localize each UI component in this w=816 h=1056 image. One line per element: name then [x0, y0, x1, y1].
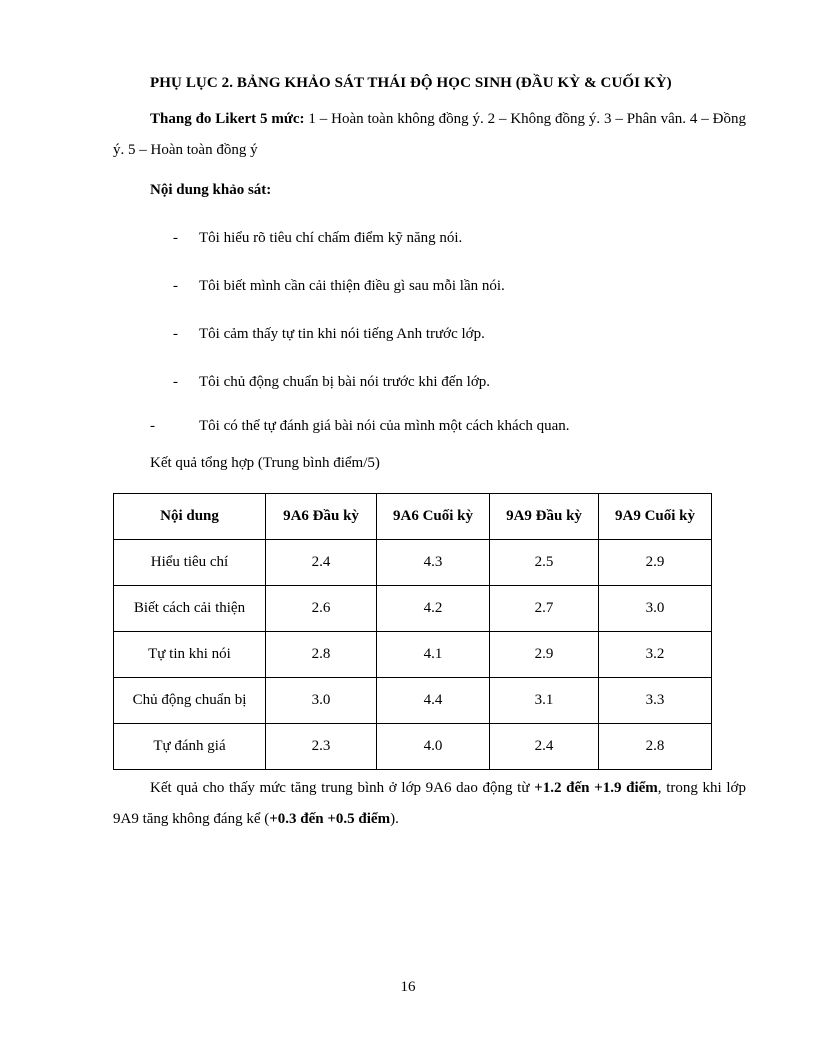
table-cell: Hiểu tiêu chí [114, 540, 266, 586]
bullet-dash: - [150, 418, 155, 434]
bullet-dash: - [173, 374, 178, 390]
table-row [114, 632, 712, 678]
bullet-dash: - [173, 230, 178, 246]
page-number: 16 [400, 979, 416, 995]
table-cell: 3.2 [599, 632, 712, 678]
header-cell: 9A6 Đầu kỳ [266, 494, 377, 540]
table-cell: 3.0 [266, 678, 377, 724]
table-cell: 4.2 [377, 586, 490, 632]
likert-scale-paragraph [113, 104, 746, 166]
table-cell: 3.3 [599, 678, 712, 724]
table-cell: 2.7 [490, 586, 599, 632]
survey-item-text: Tôi biết mình cần cải thiện điều gì sau mỗi lần nói. [199, 278, 505, 294]
survey-item [173, 278, 505, 295]
table-cell: 2.6 [266, 586, 377, 632]
appendix-title: PHỤ LỤC 2. BẢNG KHẢO SÁT THÁI ĐỘ HỌC SINH (ĐẦU KỲ & CUỐI KỲ) [150, 75, 672, 91]
table-cell: 4.3 [377, 540, 490, 586]
survey-item-text: Tôi có thể tự đánh giá bài nói của mình một cách khách quan. [199, 418, 570, 434]
survey-item [173, 230, 462, 247]
result-paragraph [113, 773, 746, 835]
table-cell: Tự đánh giá [114, 724, 266, 770]
table-header-row [114, 494, 712, 540]
table-row [114, 586, 712, 632]
bullet-dash: - [173, 326, 178, 342]
table-cell: 4.4 [377, 678, 490, 724]
header-cell: 9A9 Đầu kỳ [490, 494, 599, 540]
table-cell: 2.5 [490, 540, 599, 586]
table-row [114, 540, 712, 586]
table-cell: 4.0 [377, 724, 490, 770]
header-cell: Nội dung [114, 494, 266, 540]
survey-content-heading: Nội dung khảo sát: [150, 182, 272, 198]
result-text: , trong khi lớp 9A9 tăng không đáng kể ( [113, 780, 746, 827]
table-cell: 3.1 [490, 678, 599, 724]
table-row [114, 678, 712, 724]
survey-item [150, 418, 570, 435]
table-cell: 2.9 [599, 540, 712, 586]
survey-item-text: Tôi cảm thấy tự tin khi nói tiếng Anh trước lớp. [199, 326, 485, 342]
survey-item-text: Tôi chủ động chuẩn bị bài nói trước khi đến lớp. [199, 374, 491, 390]
table-cell: 2.4 [266, 540, 377, 586]
table-cell: Biết cách cải thiện [114, 586, 266, 632]
result-highlight: +1.2 đến +1.9 điểm [534, 780, 658, 796]
table-cell: 2.3 [266, 724, 377, 770]
table-cell: 2.9 [490, 632, 599, 678]
table-cell: 3.0 [599, 586, 712, 632]
likert-scale-label: Thang đo Likert 5 mức: [150, 111, 305, 127]
table-cell: Tự tin khi nói [114, 632, 266, 678]
survey-item [173, 374, 490, 391]
table-cell: 2.8 [266, 632, 377, 678]
result-text: ). [390, 811, 399, 827]
table-cell: 2.8 [599, 724, 712, 770]
table-cell: Chủ động chuẩn bị [114, 678, 266, 724]
likert-scale-text: 1 – Hoàn toàn không đồng ý. 2 – Không đồng ý. 3 – Phân vân. 4 – Đồng ý. 5 – Hoàn toàn đồng ý [113, 111, 747, 158]
survey-item-text: Tôi hiểu rõ tiêu chí chấm điểm kỹ năng nói. [199, 230, 463, 246]
result-text: Kết quả cho thấy mức tăng trung bình ở lớp 9A6 dao động từ [150, 780, 535, 796]
results-table [113, 493, 712, 770]
table-row [114, 724, 712, 770]
table-cell: 2.4 [490, 724, 599, 770]
header-cell: 9A6 Cuối kỳ [377, 494, 490, 540]
bullet-dash: - [173, 278, 178, 294]
table-cell: 4.1 [377, 632, 490, 678]
summary-label: Kết quả tổng hợp (Trung bình điểm/5) [150, 455, 380, 471]
survey-item [173, 326, 485, 343]
header-cell: 9A9 Cuối kỳ [599, 494, 712, 540]
result-highlight: +0.3 đến +0.5 điểm [269, 811, 391, 827]
